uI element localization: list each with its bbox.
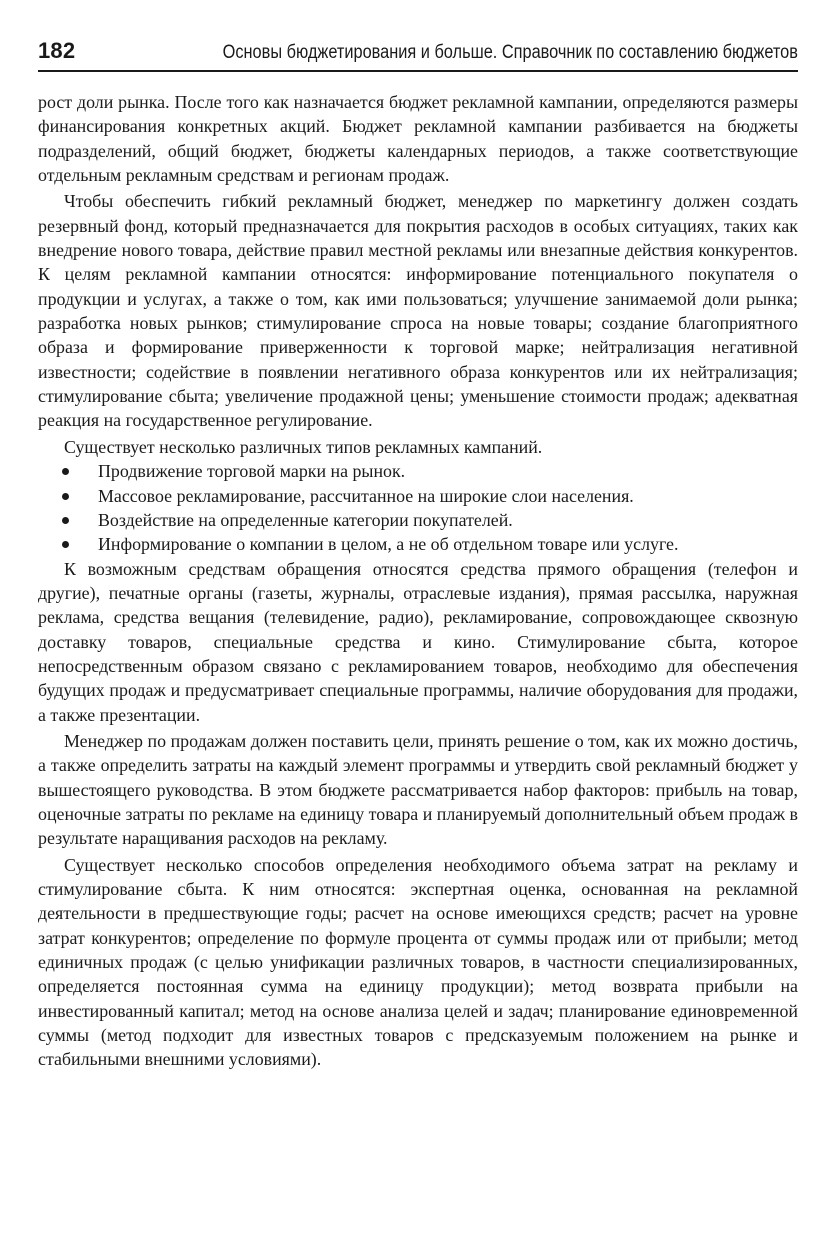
paragraph: рост доли рынка. После того как назначается бюджет рекламной кампании, определяются размеры финансирования конкретных акций. Бюджет рекламной кампании разбивается на бюджеты подразделений, общий бюджет, бюджеты календарных периодов, а также соответствующие отдельным рекламным средствам и регионам продаж. — [38, 92, 798, 186]
paragraph: К возможным средствам обращения относятся средства прямого обращения (телефон и другие), печатные органы (газеты, журналы, отраслевые издания), прямая рассылка, наружная реклама, средства вещания (телевидение, радио), рекламирование, сопровождающее сквозную доставку товаров, специальные средства и кино. Стимулирование сбыта, которое непосредственным образом связано с рекламированием товаров, необходимо для обеспечения будущих продаж и предусматривает специальные программы, наличие оборудования для продажи, а также презентации. — [38, 558, 798, 725]
paragraph: Чтобы обеспечить гибкий рекламный бюджет, менеджер по маркетингу должен создать резервный фонд, который предназначается для покрытия расходов в особых ситуациях, таких как внедрение нового товара, действие правил местной рекламы или внезапные действия конкурентов. К целям рекламной кампании относятся: информирование потенциального покупателя о продукции и услугах, а также о том, как ими пользоваться; улучшение занимаемой доли рынка; разработка новых рынков; стимулирование спроса на новые товары; создание благоприятного образа и формирование приверженности к торговой марке; нейтрализация негативной известности; содействие в появлении негативного образа конкурентов или их нейтрализация; стимулирование сбыта; увеличение продажной цены; уменьшение стоимости продаж; адекватная реакция на государственное регулирование. — [38, 191, 798, 431]
list-item-text: Массовое рекламирование, рассчитанное на широкие слои населения. — [98, 485, 634, 506]
list-item — [38, 508, 798, 532]
body-text — [38, 90, 798, 1072]
page-header — [38, 34, 798, 72]
book-page — [38, 34, 798, 1072]
campaign-types-list — [38, 459, 798, 556]
list-item-text: Продвижение торговой марки на рынок. — [98, 461, 406, 482]
list-item — [38, 532, 798, 556]
bullet-icon — [62, 541, 69, 548]
list-item — [38, 484, 798, 508]
paragraph: Существует несколько различных типов рекламных кампаний. — [64, 436, 543, 457]
bullet-icon — [62, 493, 69, 500]
list-item — [38, 459, 798, 483]
page-number: 182 — [38, 38, 76, 63]
running-title: Основы бюджетирования и больше. Справочник по составлению бюджетов — [222, 42, 798, 63]
paragraph: Менеджер по продажам должен поставить цели, принять решение о том, как их можно достичь, а также определить затраты на каждый элемент программы и утвердить свой рекламный бюджет у вышестоящего руководства. В этом бюджете рассматривается набор факторов: прибыль на товар, оценочные затраты по рекламе на единицу товара и планируемый дополнительный объем продаж в результате наращивания расходов на рекламу. — [38, 730, 798, 849]
list-item-text: Воздействие на определенные категории покупателей. — [98, 509, 513, 530]
bullet-icon — [62, 468, 69, 475]
list-item-text: Информирование о компании в целом, а не об отдельном товаре или услуге. — [98, 534, 679, 555]
paragraph: Существует несколько способов определения необходимого объема затрат на рекламу и стимулирование сбыта. К ним относятся: экспертная оценка, основанная на рекламной деятельности в предшествующие годы; расчет на основе имеющихся средств; расчет на уровне затрат конкурентов; определение по формуле процента от суммы продаж или от прибыли; метод единичных продаж (с целью унификации различных товаров, в частности специализированных, определяется постоянная сумма на единицу продукции); метод возврата прибыли на инвестированный капитал; метод на основе анализа целей и задач; планирование единовременной суммы (метод подходит для известных товаров с предсказуемым положением на рынке и стабильными внешними условиями). — [38, 854, 798, 1070]
bullet-icon — [62, 517, 69, 524]
